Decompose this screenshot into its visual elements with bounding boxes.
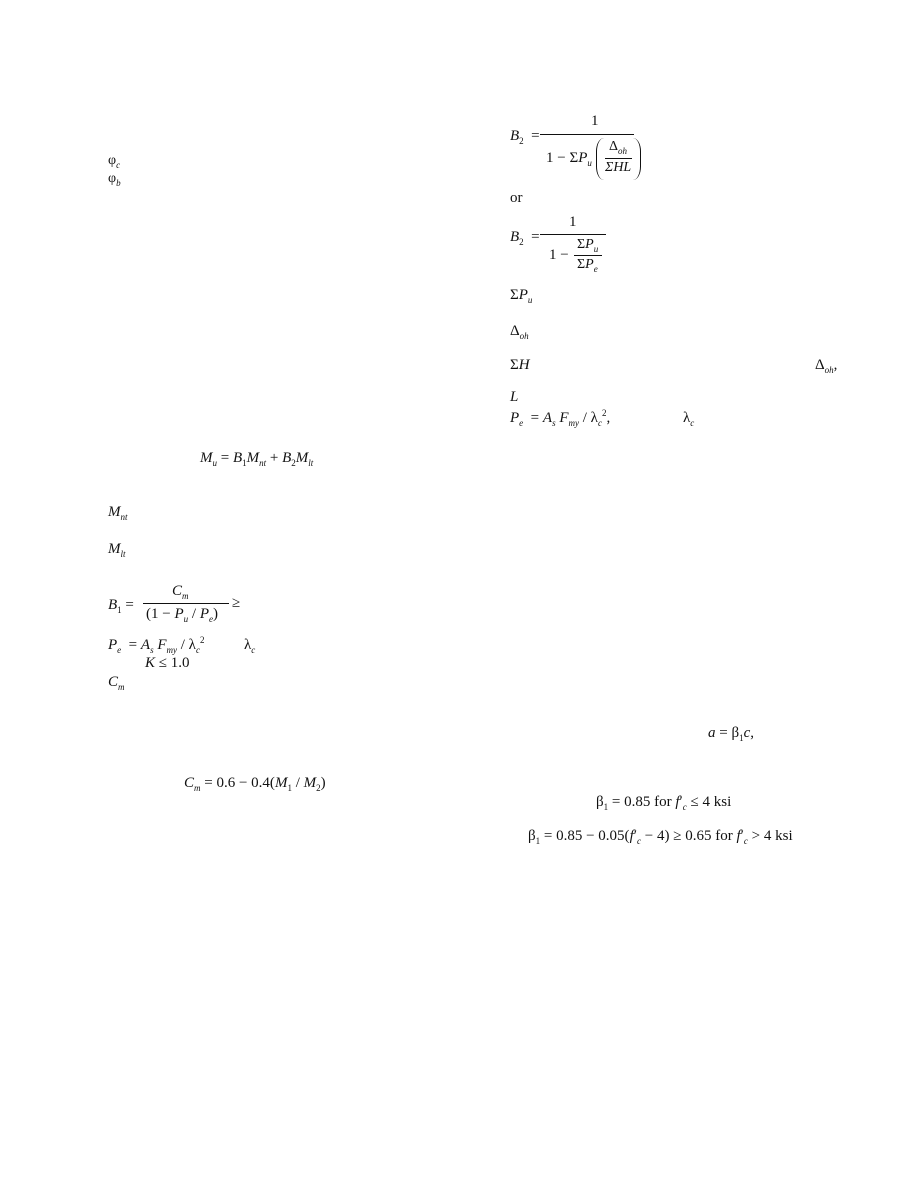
cm-equation: $C_m = 0.6 - 0.4(M_1 / M_2)$ [184,775,326,793]
pe-right-equation: $P_e = A_s$ $F_{my} / \lambda_c^2$, [510,408,611,428]
b2b-den-lead: 1 − [549,247,569,263]
delta-oh-inline: $\Delta_{oh}$, [815,357,838,375]
b2b-inner-num: $\Sigma P_u$ [577,237,599,254]
b2a-right-paren [633,138,641,180]
b2a-fraction-bar [540,134,634,135]
a-equation: $a = \beta_1c$, [708,725,755,743]
b2a-inner-bar [605,158,632,159]
sum-h-symbol: ΣH [510,357,530,373]
b2a-numerator: 1 [591,113,599,129]
lambda-c-right: $\lambda_c$ [683,410,695,428]
b1-lhs: $B_1$ = [108,597,134,615]
b2b-lhs: $B_2$ = [510,229,540,247]
beta1-high-equation: $\beta_1 = 0.85 - 0.05(f'_c - 4) \ge 0.65$ for $f'_c > 4$ ksi [528,828,793,846]
b1-denominator: $(1 - P_u / P_e)$ [146,606,218,624]
b1-numerator: $C_m$ [172,583,189,601]
b1-fraction-bar [143,603,229,604]
b2a-den-lead: $1 - \Sigma P_u$ [546,150,592,168]
pe-left-equation: $P_e = A_s$ $F_{my} / \lambda_c^2$ [108,635,205,655]
b2b-fraction-bar [540,234,606,235]
delta-oh-symbol: $\Delta_{oh}$ [510,323,529,341]
b2a-inner-den: ΣHL [605,160,632,175]
b2a-inner-num: $\Delta_{oh}$ [609,139,628,156]
beta1-low-equation: $\beta_1 = 0.85$ for $f'_c \le 4$ ksi [596,794,732,812]
b1-geq: ≥ [232,595,241,611]
mu-equation: $M_u = B_1M_{nt} + B_2M_{lt}$ [200,450,314,468]
b2b-inner-bar [574,255,602,256]
b2a-lhs: $B_2$ = [510,128,540,146]
l-symbol: L [510,389,519,405]
mnt-symbol: $M_{nt}$ [108,504,128,522]
b2b-inner-den: $\Sigma P_e$ [577,257,598,274]
lambda-c-left: $\lambda_c$ [244,637,256,655]
b2a-left-paren [596,138,604,180]
phi-b-symbol: $\varphi_b$ [108,171,121,188]
or-text: or [510,190,523,206]
k-condition: K ≤ 1.0 [145,655,190,671]
mlt-symbol: $M_{lt}$ [108,541,126,559]
phi-c-symbol: $\varphi_c$ [108,153,121,170]
cm-symbol: $C_m$ [108,674,125,692]
sum-pu-symbol: $\Sigma P_u$ [510,287,533,305]
b2b-numerator: 1 [569,214,577,230]
